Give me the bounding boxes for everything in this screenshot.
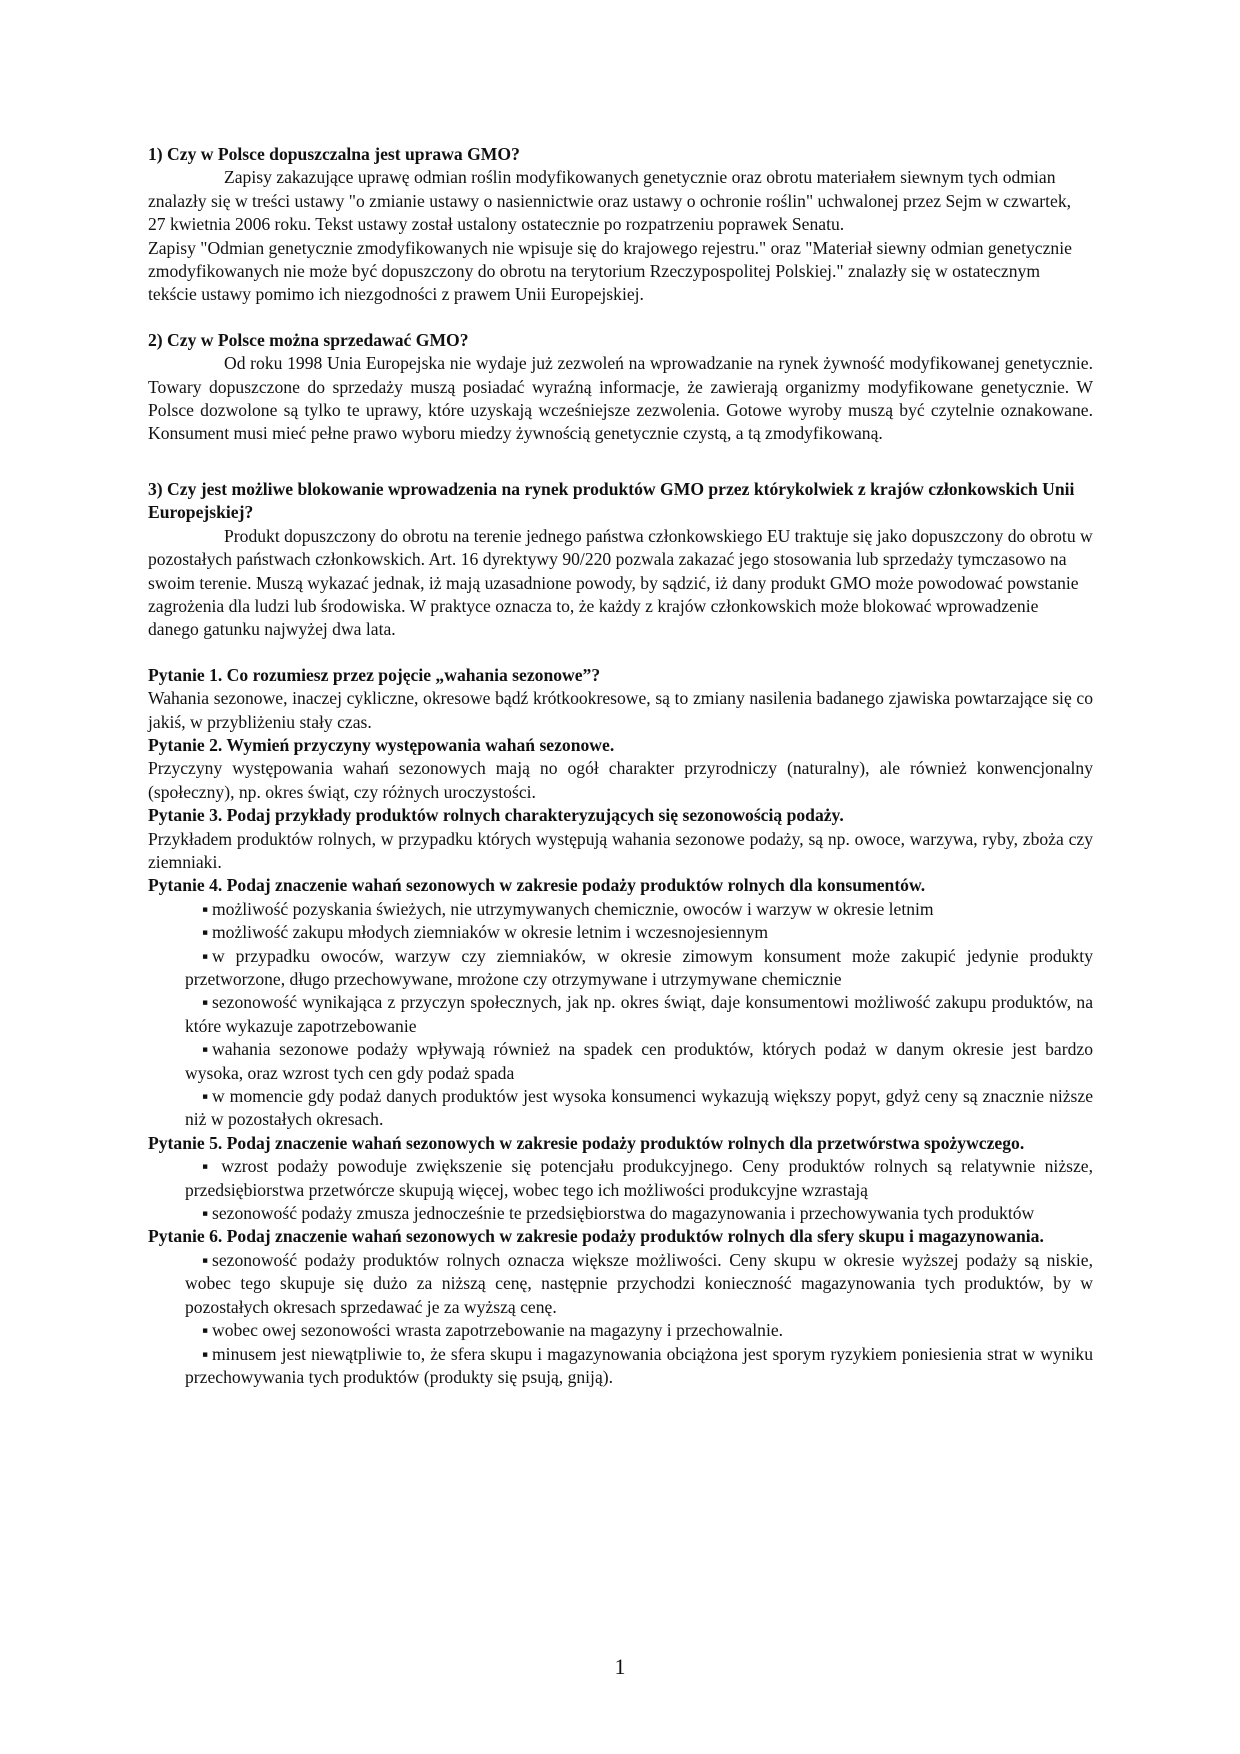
question-title: Pytanie 5. Podaj znaczenie wahań sezonowych w zakresie podaży produktów rolnych dla przetwórstwa spożywczego. bbox=[148, 1132, 1025, 1153]
list-item-text: wobec owej sezonowości wrasta zapotrzebowanie na magazyny i przechowalnie. bbox=[212, 1320, 784, 1341]
section-heading: 1) Czy w Polsce dopuszczalna jest uprawa GMO? bbox=[148, 144, 520, 164]
section-heading: 2) Czy w Polsce można sprzedawać GMO? bbox=[148, 329, 469, 350]
list-item bbox=[148, 945, 1093, 992]
bullet-icon: ▪ bbox=[202, 1320, 209, 1341]
bullet-icon: ▪ bbox=[202, 1039, 209, 1060]
list-item bbox=[148, 1343, 1093, 1390]
section-heading: 3) Czy jest możliwe blokowanie wprowadzenia na rynek produktów GMO przez którykolwiek z krajów członkowskich Unii Europejskiej? bbox=[148, 478, 1075, 523]
bullet-icon: ▪ bbox=[202, 1249, 209, 1270]
bullet-icon: ▪ bbox=[202, 898, 209, 919]
question-title: Pytanie 6. Podaj znaczenie wahań sezonowych w zakresie podaży produktów rolnych dla sfery skupu i magazynowania. bbox=[148, 1226, 1044, 1247]
list-item-text: wzrost podaży powoduje zwiększenie się potencjału produkcyjnego. Ceny produktów rolnych są relatywnie niższe, przedsiębiorstwa przetwórcze skupują więcej, wobec tego ich możliwości produkcyjne wzrastają bbox=[185, 1156, 1093, 1200]
list-item bbox=[148, 898, 1093, 921]
bullet-icon: ▪ bbox=[202, 945, 209, 966]
question-answer: Przykładem produktów rolnych, w przypadku których występują wahania sezonowe podaży, są np. owoce, warzywa, ryby, zboża czy ziemniaki. bbox=[148, 828, 1093, 872]
bullet-icon: ▪ bbox=[202, 1343, 209, 1364]
document-page bbox=[148, 143, 1093, 1389]
list-item bbox=[148, 1319, 1093, 1342]
question-title: Pytanie 4. Podaj znaczenie wahań sezonowych w zakresie podaży produktów rolnych dla konsumentów. bbox=[148, 875, 926, 896]
section-paragraph: Od roku 1998 Unia Europejska nie wydaje już zezwoleń na wprowadzanie na rynek żywność modyfikowanej genetycznie. Towary dopuszczone do sprzedaży muszą posiadać wyraźną informacje, że zawierają organizmy modyfikowane genetycznie. W Polsce dozwolone są tylko te uprawy, które uzyskają wcześniejsze zezwolenia. Gotowe wyroby muszą być czytelnie oznakowane. Konsument musi mieć pełne prawo wyboru miedzy żywnością genetycznie czystą, a tą zmodyfikowaną. bbox=[148, 353, 1093, 444]
list-item-text: możliwość zakupu młodych ziemniaków w okresie letnim i wczesnojesiennym bbox=[212, 922, 769, 943]
question-title: Pytanie 1. Co rozumiesz przez pojęcie „wahania sezonowe”? bbox=[148, 664, 601, 685]
list-item bbox=[148, 1202, 1093, 1225]
bullet-icon: ▪ bbox=[202, 1156, 209, 1177]
question-title: Pytanie 2. Wymień przyczyny występowania wahań sezonowe. bbox=[148, 734, 615, 755]
section-paragraph: Zapisy zakazujące uprawę odmian roślin modyfikowanych genetycznie oraz obrotu materiałem siewnym tych odmian znalazły się w treści ustawy "o zmianie ustawy o nasiennictwie oraz ustawy o ochronie roślin" uchwalonej przez Sejm w czwartek, 27 kwietnia 2006 roku. Tekst ustawy został ustalony ostatecznie po rozpatrzeniu poprawek Senatu. bbox=[148, 167, 1072, 235]
list-item-text: w momencie gdy podaż danych produktów jest wysoka konsumenci wykazują większy popyt, gdyż ceny są znacznie niższe niż w pozostałych okresach. bbox=[185, 1086, 1093, 1130]
list-item-text: możliwość pozyskania świeżych, nie utrzymywanych chemicznie, owoców i warzyw w okresie letnim bbox=[212, 898, 934, 919]
list-item-text: sezonowość podaży produktów rolnych oznacza większe możliwości. Ceny skupu w okresie wyższej podaży są niskie, wobec tego skupuje się dużo za niższą cenę, następnie przychodzi konieczność magazynowania tych produktów, by w pozostałych okresach sprzedawać je za wyższą cenę. bbox=[185, 1249, 1093, 1317]
questions-block bbox=[148, 664, 1093, 1390]
list-item bbox=[148, 1085, 1093, 1132]
question-answer: Wahania sezonowe, inaczej cykliczne, okresowe bądź krótkookresowe, są to zmiany nasilenia badanego zjawiska powtarzające się co jakiś, w przybliżeniu stały czas. bbox=[148, 688, 1093, 732]
page-number: 1 bbox=[614, 1654, 626, 1679]
bullet-icon: ▪ bbox=[202, 1203, 209, 1224]
list-item bbox=[148, 991, 1093, 1038]
bullet-icon: ▪ bbox=[202, 922, 209, 943]
list-item-text: minusem jest niewątpliwie to, że sfera skupu i magazynowania obciążona jest sporym ryzykiem poniesienia strat w wyniku przechowywania tych produktów (produkty się psują, gniją). bbox=[185, 1343, 1093, 1387]
list-item bbox=[148, 921, 1093, 944]
list-item bbox=[148, 1155, 1093, 1202]
section-paragraph: Produkt dopuszczony do obrotu na terenie jednego państwa członkowskiego EU traktuje się jako dopuszczony do obrotu w pozostałych państwach członkowskich. Art. 16 dyrektywy 90/220 pozwala zakazać jego stosowania lub sprzedaży tymczasowo na swoim terenie. Muszą wykazać jednak, iż mają uzasadnione powody, by sądzić, iż dany produkt GMO może powodować powstanie zagrożenia dla ludzi lub środowiska. W praktyce oznacza to, że każdy z krajów członkowskich może blokować wprowadzenie danego gatunku najwyżej dwa lata. bbox=[148, 525, 1093, 640]
list-item-text: wahania sezonowe podaży wpływają również na spadek cen produktów, których podaż w danym okresie jest bardzo wysoka, oraz wzrost tych cen gdy podaż spada bbox=[185, 1039, 1093, 1083]
list-item bbox=[148, 1249, 1093, 1319]
list-item bbox=[148, 1038, 1093, 1085]
question-answer: Przyczyny występowania wahań sezonowych mają no ogół charakter przyrodniczy (naturalny), ale również konwencjonalny (społeczny), np. okres świąt, czy różnych uroczystości. bbox=[148, 758, 1093, 802]
bullet-icon: ▪ bbox=[202, 1086, 209, 1107]
list-item-text: w przypadku owoców, warzyw czy ziemniaków, w okresie zimowym konsument może zakupić jedynie produkty przetworzone, długo przechowywane, mrożone czy otrzymywane i utrzymywane chemicznie bbox=[185, 945, 1093, 989]
question-title: Pytanie 3. Podaj przykłady produktów rolnych charakteryzujących się sezonowością podaży. bbox=[148, 805, 844, 826]
bullet-icon: ▪ bbox=[202, 992, 209, 1013]
list-item-text: sezonowość wynikająca z przyczyn społecznych, jak np. okres świąt, daje konsumentowi możliwość zakupu produktów, na które wykazuje zapotrzebowanie bbox=[185, 992, 1093, 1036]
section-paragraph: Zapisy "Odmian genetycznie zmodyfikowanych nie wpisuje się do krajowego rejestru." oraz "Materiał siewny odmian genetycznie zmodyfikowanych nie może być dopuszczony do obrotu na terytorium Rzeczypospolitej Polskiej." znalazły się w ostatecznym tekście ustawy pomimo ich niezgodności z prawem Unii Europejskiej. bbox=[148, 237, 1072, 305]
list-item-text: sezonowość podaży zmusza jednocześnie te przedsiębiorstwa do magazynowania i przechowywania tych produktów bbox=[212, 1203, 1035, 1224]
